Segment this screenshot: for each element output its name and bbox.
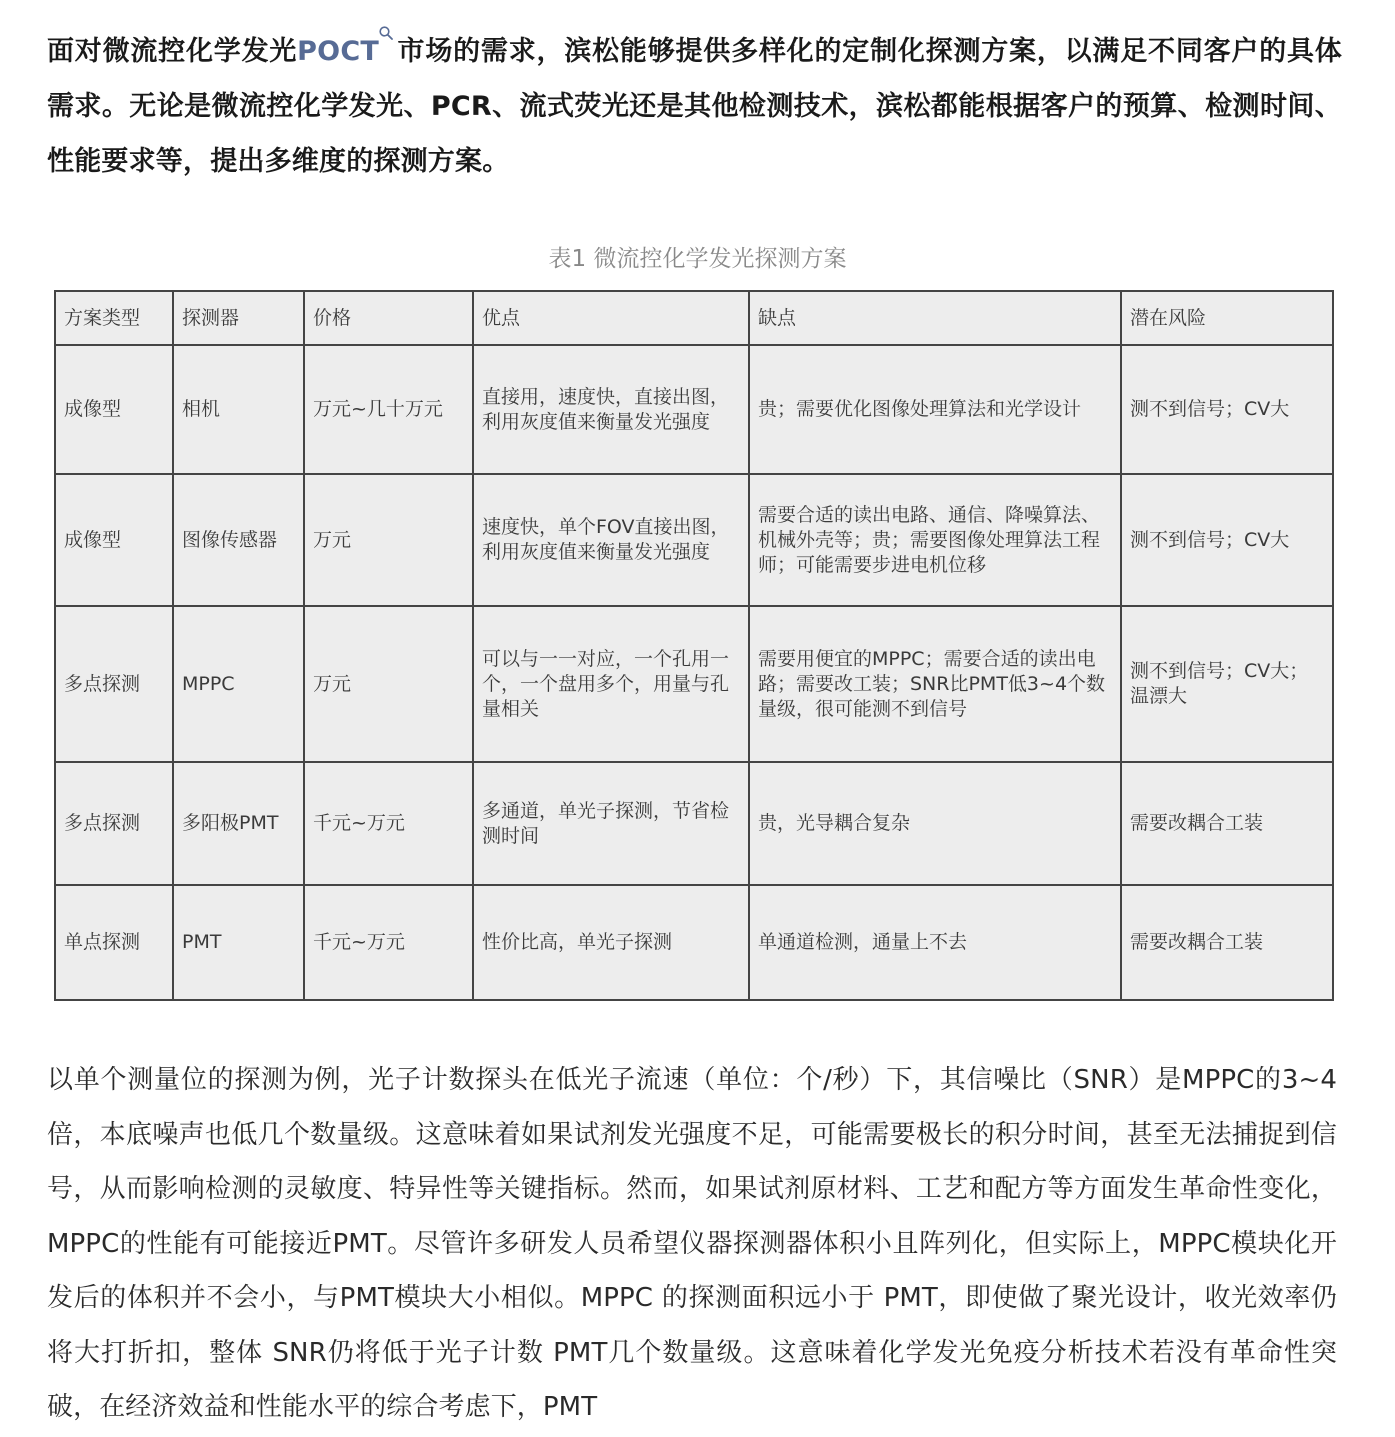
table-cell: 可以与一一对应，一个孔用一个，一个盘用多个，用量与孔量相关 [473, 606, 749, 762]
table-cell: 需要合适的读出电路、通信、降噪算法、机械外壳等；贵；需要图像处理算法工程师；可能需要步进电机位移 [749, 474, 1121, 606]
table-cell: 需要改耦合工装 [1121, 885, 1333, 1000]
table-cell: 贵，光导耦合复杂 [749, 762, 1121, 885]
table-row [55, 885, 1333, 1000]
table-caption: 表1 微流控化学发光探测方案 [548, 246, 847, 272]
table-cell: 单通道检测，通量上不去 [749, 885, 1121, 1000]
table-cell: 测不到信号；CV大；温漂大 [1121, 606, 1333, 762]
table-cell: 需要改耦合工装 [1121, 762, 1333, 885]
table-cell: 万元~几十万元 [304, 345, 473, 474]
table-row [55, 474, 1333, 606]
table-cell: 万元 [304, 474, 473, 606]
table-header-row [55, 291, 1333, 345]
table-cell: 成像型 [55, 474, 173, 606]
table-cell: 成像型 [55, 345, 173, 474]
table-cell: 千元~万元 [304, 885, 473, 1000]
table-cell: 直接用，速度快，直接出图，利用灰度值来衡量发光强度 [473, 345, 749, 474]
table-cell: PMT [173, 885, 304, 1000]
table-cell: 需要用便宜的MPPC；需要合适的读出电路；需要改工装；SNR比PMT低3~4个数量级，很可能测不到信号 [749, 606, 1121, 762]
search-icon[interactable] [379, 26, 393, 40]
table-cell: 测不到信号；CV大 [1121, 345, 1333, 474]
table-cell: 相机 [173, 345, 304, 474]
table-row [55, 762, 1333, 885]
table-row [55, 606, 1333, 762]
header-cell: 探测器 [173, 291, 304, 345]
table-row [55, 345, 1333, 474]
table-cell: 千元~万元 [304, 762, 473, 885]
table-cell: 贵；需要优化图像处理算法和光学设计 [749, 345, 1121, 474]
table-cell: 性价比高，单光子探测 [473, 885, 749, 1000]
intro-text-rest: 市场的需求，滨松能够提供多样化的定制化探测方案，以满足不同客户的具体需求。无论是微流控化学发光、PCR、流式荧光还是其他检测技术，滨松都能根据客户的预算、检测时间、性能要求等，提出多维度的探测方案。 [47, 36, 1342, 177]
table-cell: 多阳极PMT [173, 762, 304, 885]
intro-paragraph [47, 24, 1342, 189]
poct-link[interactable]: POCT [297, 36, 379, 67]
table-cell: 多点探测 [55, 606, 173, 762]
table-cell: 单点探测 [55, 885, 173, 1000]
table-container [54, 290, 1332, 997]
table-cell: 速度快，单个FOV直接出图，利用灰度值来衡量发光强度 [473, 474, 749, 606]
header-cell: 优点 [473, 291, 749, 345]
table-cell: 图像传感器 [173, 474, 304, 606]
table-cell: 测不到信号；CV大 [1121, 474, 1333, 606]
table-cell: 多通道，单光子探测，节省检测时间 [473, 762, 749, 885]
header-cell: 价格 [304, 291, 473, 345]
table-cell: MPPC [173, 606, 304, 762]
intro-text-start: 面对微流控化学发光 [47, 36, 298, 67]
table-cell: 多点探测 [55, 762, 173, 885]
header-cell: 缺点 [749, 291, 1121, 345]
detector-table [54, 290, 1334, 1001]
header-cell: 方案类型 [55, 291, 173, 345]
body-paragraph: 以单个测量位的探测为例，光子计数探头在低光子流速（单位：个/秒）下，其信噪比（SNR）是MPPC的3~4倍，本底噪声也低几个数量级。这意味着如果试剂发光强度不足，可能需要极长的积分时间，甚至无法捕捉到信号，从而影响检测的灵敏度、特异性等关键指标。然而，如果试剂原材料、工艺和配方等方面发生革命性变化，MPPC的性能有可能接近PMT。尽管许多研发人员希望仪器探测器体积小且阵列化，但实际上，MPPC模块化开发后的体积并不会小，与PMT模块大小相似。MPPC 的探测面积远小于 PMT，即使做了聚光设计，收光效率仍将大打折扣，整体 SNR仍将低于光子计数 PMT几个数量级。这意味着化学发光免疫分析技术若没有革命性突破，在经济效益和性能水平的综合考虑下，PMT [47, 1065, 1337, 1422]
table-cell: 万元 [304, 606, 473, 762]
header-cell: 潜在风险 [1121, 291, 1333, 345]
